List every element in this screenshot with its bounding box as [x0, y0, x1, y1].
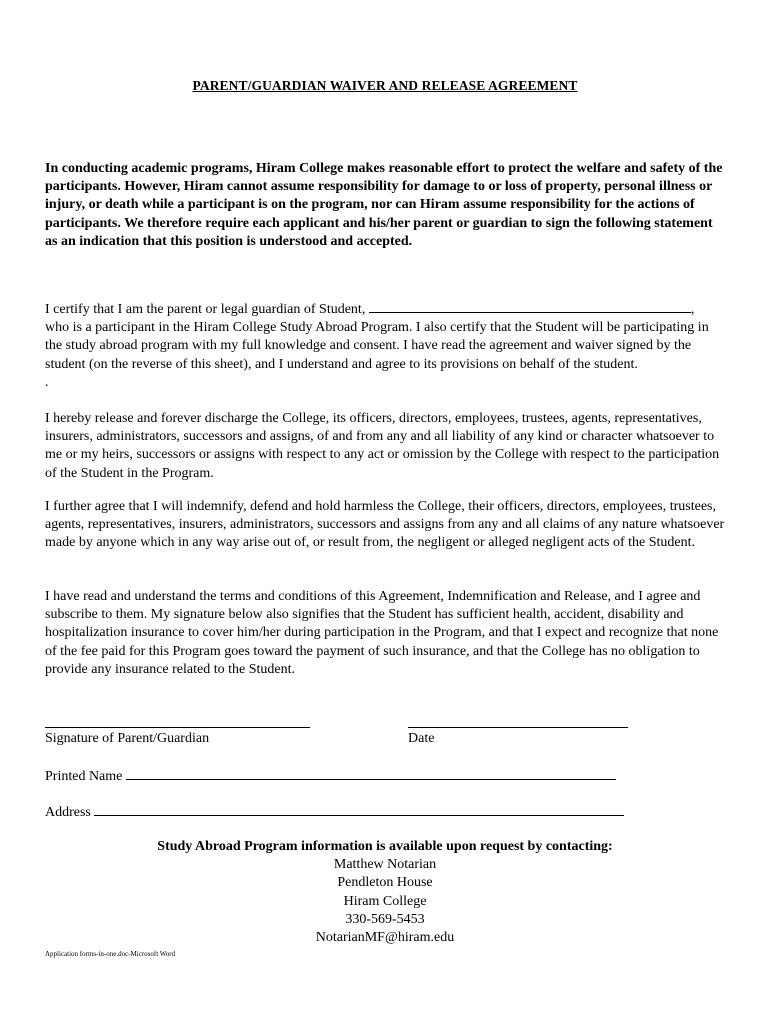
student-name-blank[interactable]	[369, 300, 691, 313]
acknowledgement-paragraph: I have read and understand the terms and conditions of this Agreement, Indemnification and Release, and I agree and subscribe to them. My signature below also signifies that the Student has sufficient health, accident, disability and hospitalization insurance to cover him/her during participation in the Program, and that I expect and recognize that none of the fee paid for this Program goes toward the payment of such insurance, and that the College has no obligation to provide any insurance related to the Student.	[45, 589, 719, 677]
date-label: Date	[408, 731, 435, 746]
indemnify-paragraph: I further agree that I will indemnify, defend and hold harmless the College, their officers, directors, employees, trustees, agents, representatives, insurers, administrators, successors and assigns from any and all claims of any nature whatsoever made by anyone which in any way arise out of, or result from, the negligent or alleged negligent acts of the Student.	[45, 499, 725, 551]
contact-phone: 330-569-5453	[345, 911, 425, 927]
address-label: Address	[45, 805, 91, 820]
address-row	[45, 803, 624, 821]
contact-institution: Hiram College	[343, 893, 427, 909]
document-title: PARENT/GUARDIAN WAIVER AND RELEASE AGREEMENT	[192, 78, 578, 93]
contact-email: NotarianMF@hiram.edu	[315, 930, 455, 946]
address-field[interactable]	[94, 803, 624, 816]
contact-heading: Study Abroad Program information is available upon request by contacting:	[157, 839, 613, 854]
certify-rest-text: who is a participant in the Hiram College Study Abroad Program. I also certify that the Student will be participating in the study abroad program with my full knowledge and consent. I have read the agreement and waiver signed by the student (on the reverse of this sheet), and I understand and agree to its provisions on behalf of the student.	[45, 320, 709, 372]
signature-line[interactable]	[45, 713, 310, 728]
certify-lead-text: I certify that I am the parent or legal guardian of Student,	[45, 302, 369, 317]
certify-trail-text: ,	[690, 302, 695, 317]
separator-dot: .	[45, 374, 49, 390]
date-line[interactable]	[408, 713, 628, 728]
contact-name: Matthew Notarian	[333, 857, 437, 873]
printed-name-row	[45, 767, 616, 785]
signature-row	[45, 713, 729, 753]
release-paragraph: I hereby release and forever discharge the College, its officers, directors, employees, trustees, agents, representatives, insurers, administrators, successors and assigns, of and from any and all liability of any kind or character whatsoever to me or my heirs, successors or assigns with respect to any act or omission by the College with respect to the participation of the Student in the Program.	[45, 411, 720, 481]
contact-building: Pendleton House	[337, 875, 433, 891]
certify-paragraph	[45, 300, 729, 392]
printed-name-field[interactable]	[126, 767, 616, 780]
contact-block	[0, 838, 770, 947]
footer-filename: Application forms-in-one.doc-Microsoft Word	[45, 950, 176, 958]
printed-name-label: Printed Name	[45, 769, 123, 784]
signature-label: Signature of Parent/Guardian	[45, 731, 210, 746]
intro-paragraph: In conducting academic programs, Hiram College makes reasonable effort to protect the welfare and safety of the participants. However, Hiram cannot assume responsibility for damage to or loss of property, personal illness or injury, or death while a participant is on the program, nor can Hiram assume responsibility for the actions of participants. We therefore require each applicant and his/her parent or guardian to sign the following statement as an indication that this position is understood and accepted.	[45, 161, 723, 249]
